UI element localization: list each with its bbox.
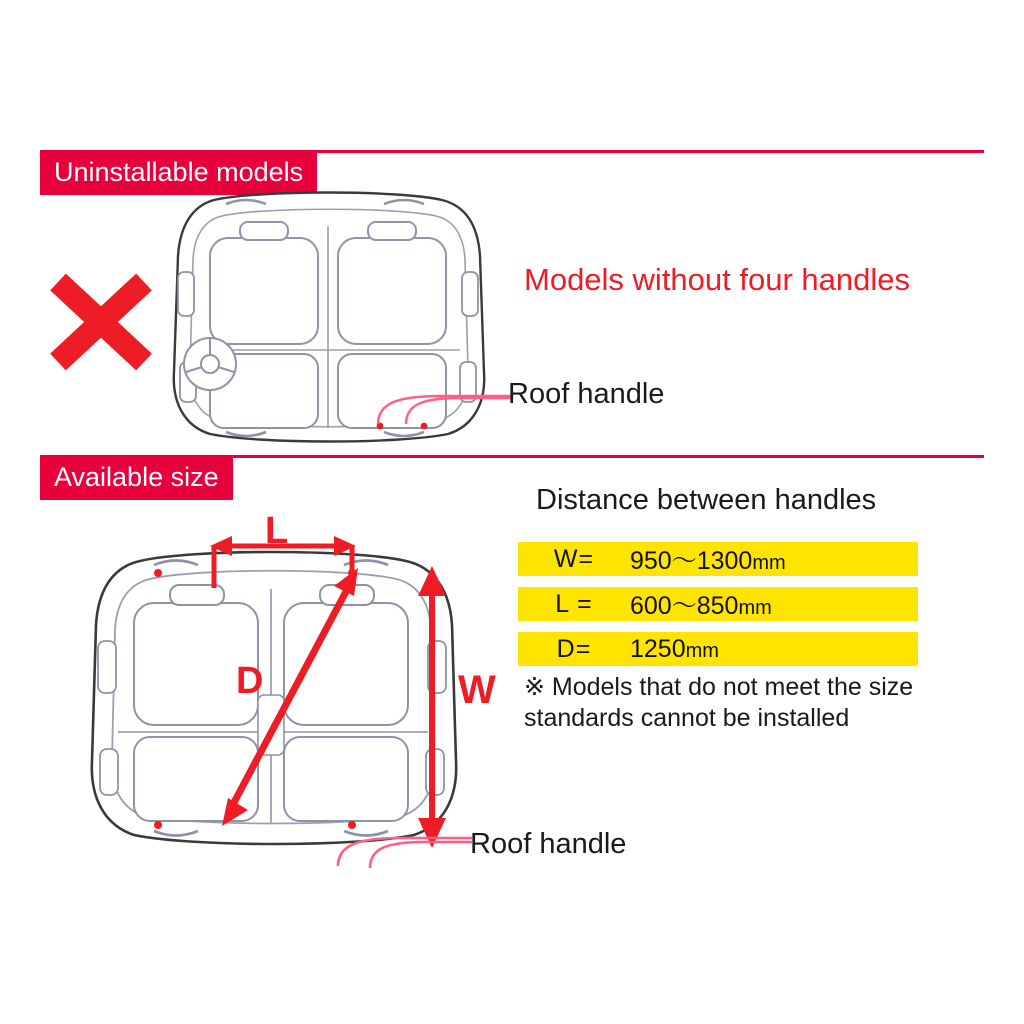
- size-note: ※ Models that do not meet the size standards cannot be installed: [524, 673, 914, 732]
- dimension-label-l: L: [265, 510, 289, 552]
- roof-handle-leader-available: [330, 818, 480, 876]
- size-row-w-symbol: W=: [553, 544, 595, 573]
- banner-available-size: Available size: [40, 457, 233, 500]
- callout-roof-handle-available: Roof handle: [470, 828, 627, 860]
- size-row-w-value: 950～1300mm: [630, 547, 786, 575]
- banner-uninstallable-models: Uninstallable models: [40, 152, 317, 195]
- roof-handle-leader-uninstallable: [372, 378, 522, 430]
- size-row-w: [518, 542, 918, 576]
- callout-roof-handle-uninstallable: Roof handle: [508, 378, 665, 410]
- size-row-d: [518, 632, 918, 666]
- x-mark-icon: [46, 272, 156, 372]
- size-table-title: Distance between handles: [536, 484, 877, 516]
- headline-models-without-four-handles: Models without four handles: [524, 262, 911, 297]
- size-row-l: [518, 587, 918, 621]
- size-row-d-symbol: D=: [556, 634, 592, 663]
- dimension-label-d: D: [236, 660, 264, 702]
- size-row-l-symbol: L =: [555, 589, 593, 618]
- dimension-label-w: W: [458, 668, 496, 712]
- size-row-l-value: 600～850mm: [630, 592, 772, 620]
- size-row-d-value: 1250mm: [630, 634, 719, 663]
